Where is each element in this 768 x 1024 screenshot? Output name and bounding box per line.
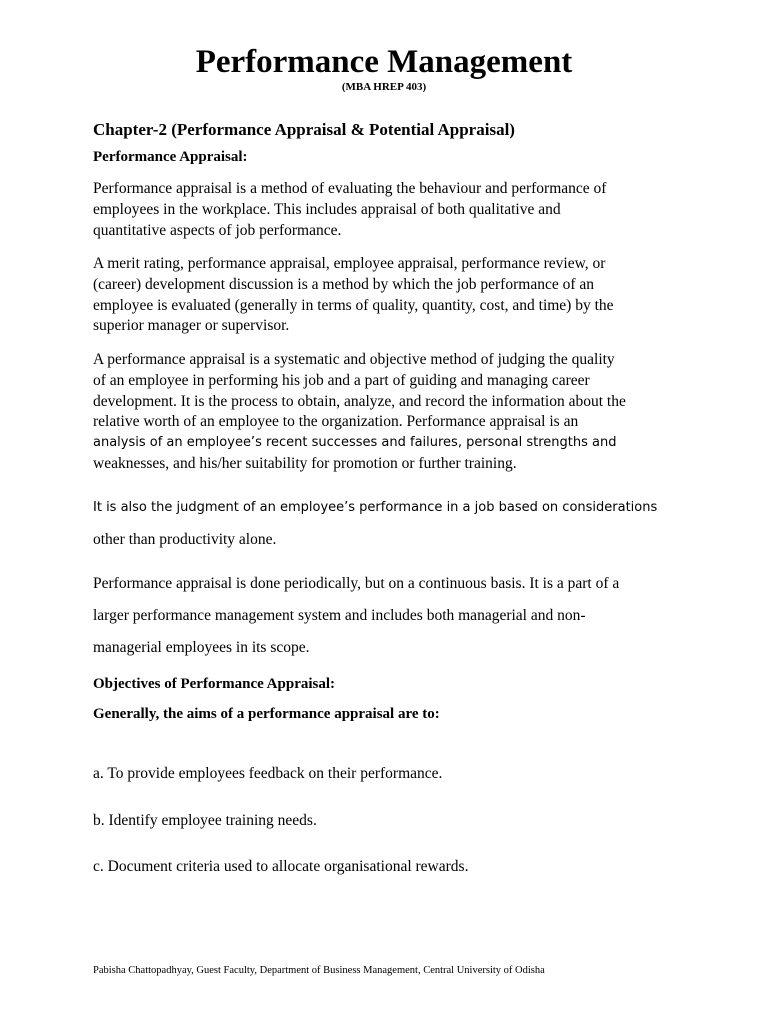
objectives-heading: Objectives of Performance Appraisal: bbox=[93, 676, 336, 692]
paragraph-line: weaknesses, and his/her suitability for promotion or further training. bbox=[93, 454, 517, 472]
paragraph-line: A merit rating, performance appraisal, employee appraisal, performance review, or bbox=[93, 255, 606, 272]
paragraph-systematic-method bbox=[93, 350, 678, 475]
paragraph-line: larger performance management system and includes both managerial and non- bbox=[93, 607, 586, 624]
paragraph-line: (career) development discussion is a method by which the job performance of an bbox=[93, 275, 594, 293]
paragraph-line: managerial employees in its scope. bbox=[93, 639, 310, 656]
document-title: Performance Management bbox=[195, 44, 573, 80]
aims-heading: Generally, the aims of a performance appraisal are to: bbox=[93, 706, 440, 722]
paragraph-line: employees in the workplace. This includes appraisal of both qualitative and bbox=[93, 200, 561, 218]
paragraph-line: Performance appraisal is a method of evaluating the behaviour and performance of bbox=[93, 180, 607, 197]
paragraph-definition bbox=[93, 179, 678, 241]
paragraph-merit-rating bbox=[93, 254, 678, 337]
objective-item: a. To provide employees feedback on their performance. bbox=[93, 765, 443, 782]
objective-item: c. Document criteria used to allocate organisational rewards. bbox=[93, 858, 469, 875]
paragraph-line: It is also the judgment of an employee’s performance in a job based on considerations bbox=[93, 500, 658, 515]
section-heading: Performance Appraisal: bbox=[93, 149, 248, 165]
paragraph-line: analysis of an employee’s recent successes and failures, personal strengths and bbox=[93, 435, 617, 451]
paragraph-line: quantitative aspects of job performance. bbox=[93, 221, 342, 239]
paragraph-line: of an employee in performing his job and a part of guiding and managing career bbox=[93, 371, 590, 389]
chapter-heading: Chapter-2 (Performance Appraisal & Potential Appraisal) bbox=[93, 120, 515, 139]
course-code: (MBA HREP 403) bbox=[341, 81, 427, 93]
paragraph-line: Performance appraisal is done periodically, but on a continuous basis. It is a part of a bbox=[93, 575, 620, 592]
paragraph-line: A performance appraisal is a systematic and objective method of judging the quality bbox=[93, 351, 615, 368]
paragraph-judgment bbox=[93, 492, 678, 556]
paragraph-line: relative worth of an employee to the organization. Performance appraisal is an bbox=[93, 413, 579, 431]
paragraph-line: development. It is the process to obtain, analyze, and record the information about the bbox=[93, 392, 626, 410]
paragraph-line: other than productivity alone. bbox=[93, 531, 277, 548]
page-footer: Pabisha Chattopadhyay, Guest Faculty, Department of Business Management, Central University of Odisha bbox=[93, 965, 545, 976]
paragraph-line: superior manager or supervisor. bbox=[93, 317, 290, 335]
paragraph-line: employee is evaluated (generally in terms of quality, quantity, cost, and time) by the bbox=[93, 296, 614, 314]
objective-item: b. Identify employee training needs. bbox=[93, 812, 317, 829]
paragraph-periodic bbox=[93, 568, 678, 664]
